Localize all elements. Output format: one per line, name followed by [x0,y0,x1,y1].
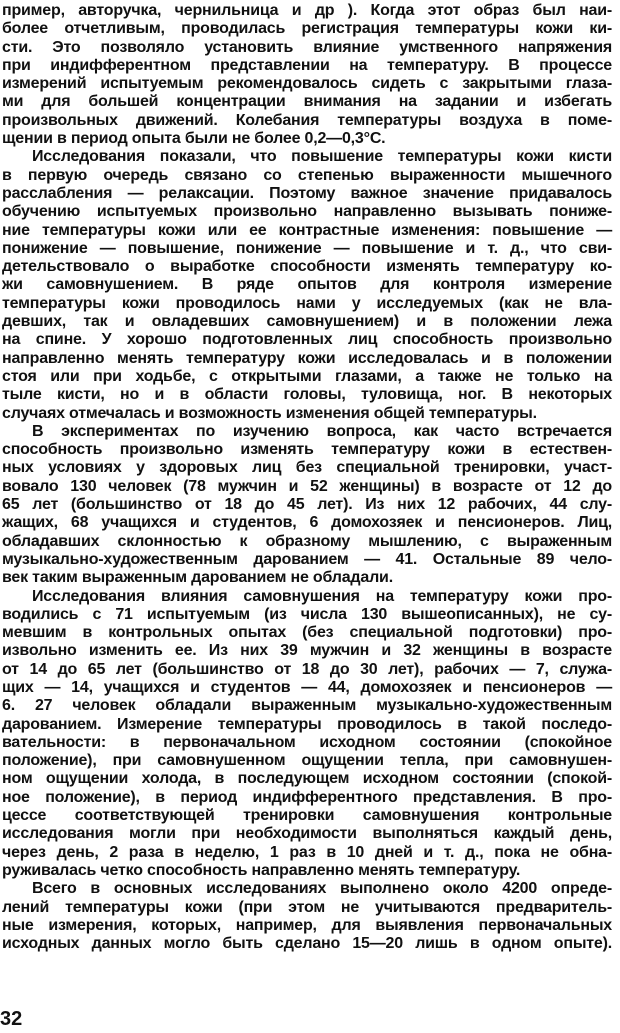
text-line: при индифферентном представлении на температуру. В процессе [2,56,612,74]
text-line: ных условиях у здоровых лиц без специальной тренировки, участ- [2,459,612,477]
text-line: дарованием. Измерение температуры проводилось в такой последо- [2,715,612,733]
text-line: более отчетливым, проводилась регистрация температуры кожи ки- [2,20,612,38]
text-line: направленно менять температуру кожи исследовалась и в положении [2,349,612,367]
body-text [2,2,612,953]
text-line: лений температуры кожи (при этом не учитываются предваритель- [2,898,612,916]
text-line: ние температуры кожи или ее контрастные изменения: повышение — [2,221,612,239]
text-line: понижение — повышение, понижение — повышение и т. д., что сви- [2,239,612,257]
text-line: жи самовнушением. В ряде опытов для контроля измерение [2,276,612,294]
text-line: исходных данных могло быть сделано 15—20 лишь в одном опыте). [2,935,612,953]
text-line: музыкально-художественным дарованием — 41. Остальные 89 чело- [2,550,612,568]
text-line: расслабления — релаксации. Поэтому важное значение придавалось [2,184,612,202]
text-line: положение), при самовнушенном ощущении тепла, при самовнушен- [2,752,612,770]
text-line: измерений испытуемым рекомендовалось сидеть с закрытыми глаза- [2,75,612,93]
text-line: ное положение), в период индифферентного представления. В про- [2,788,612,806]
text-line: детельствовало о выработке способности изменять температуру ко- [2,258,612,276]
text-line: Исследования показали, что повышение температуры кожи кисти [32,148,612,166]
text-line: ми для большей концентрации внимания на задании и избегать [2,93,612,111]
text-line: сти. Это позволяло установить влияние умственного напряжения [2,38,612,56]
text-line: 65 лет (большинство от 18 до 45 лет). Из них 12 рабочих, 44 слу- [2,496,612,514]
text-line: водились с 71 испытуемым (из числа 130 вышеописанных), не су- [2,605,612,623]
text-line: цессе соответствующей тренировки самовнушения контрольные [2,807,612,825]
text-line: в первую очередь связано со степенью выраженности мышечного [2,166,612,184]
text-line: от 14 до 65 лет (большинство от 18 до 30 лет), рабочих — 7, служа- [2,660,612,678]
text-line: температуры кожи проводилось нами у исследуемых (как не вла- [2,294,612,312]
text-line: ные измерения, которых, например, для выявления первоначальных [2,916,612,934]
text-line: обучению испытуемых произвольно направленно вызывать пониже- [2,203,612,221]
text-line: через день, 2 раза в неделю, 1 раз в 10 дней и т. д., пока не обна- [2,843,612,861]
text-line: щении в период опыта были не более 0,2—0,3°С. [2,130,386,148]
text-line: ном ощущении холода, в последующем исходном состоянии (спокой- [2,770,612,788]
text-line: девших, так и овладевших самовнушением) и в положении лежа [2,313,612,331]
text-line: мевшим в контрольных опытах (без специальной подготовки) про- [2,624,612,642]
text-line: Всего в основных исследованиях выполнено около 4200 опреде- [32,880,612,898]
text-line: Исследования влияния самовнушения на температуру кожи про- [32,587,612,605]
text-line: 6. 27 человек обладали выраженным музыкально-художественным [2,697,612,715]
text-line: вовало 130 человек (78 мужчин и 52 женщины) в возрасте от 12 до [2,477,612,495]
text-line: стоя или при ходьбе, с открытыми глазами, а также не только на [2,367,612,385]
text-line: обладавших склонностью к образному мышлению, с выраженным [2,532,612,550]
text-line: на спине. У хорошо подготовленных лиц способность произвольно [2,331,612,349]
text-line: жащих, 68 учащихся и студентов, 6 домохозяек и пенсионеров. Лиц, [2,514,612,532]
text-line: тыле кисти, но и в области головы, туловища, ног. В некоторых [2,386,612,404]
text-line: случаях отмечалась и возможность изменения общей температуры. [2,404,537,422]
text-line: В экспериментах по изучению вопроса, как часто встречается [32,422,612,440]
text-line: произвольных движений. Колебания температуры воздуха в поме- [2,111,612,129]
text-line: век таким выраженным дарованием не обладали. [2,569,393,587]
text-line: вательности: в первоначальном исходном состоянии (спокойное [2,733,612,751]
text-line: способность произвольно изменять температуру кожи в естествен- [2,441,612,459]
text-line: щих — 14, учащихся и студентов — 44, домохозяек и пенсионеров — [2,678,612,696]
text-line: извольно изменить ее. Из них 39 мужчин и 32 женщины в возрасте [2,642,612,660]
text-line: руживалась четко способность направленно менять температуру. [2,861,521,879]
text-line: пример, авторучка, чернильница и др ). Когда этот образ был наи- [2,2,612,19]
page-number: 32 [0,1008,23,1030]
text-line: исследования могли при необходимости выполняться каждый день, [2,825,612,843]
